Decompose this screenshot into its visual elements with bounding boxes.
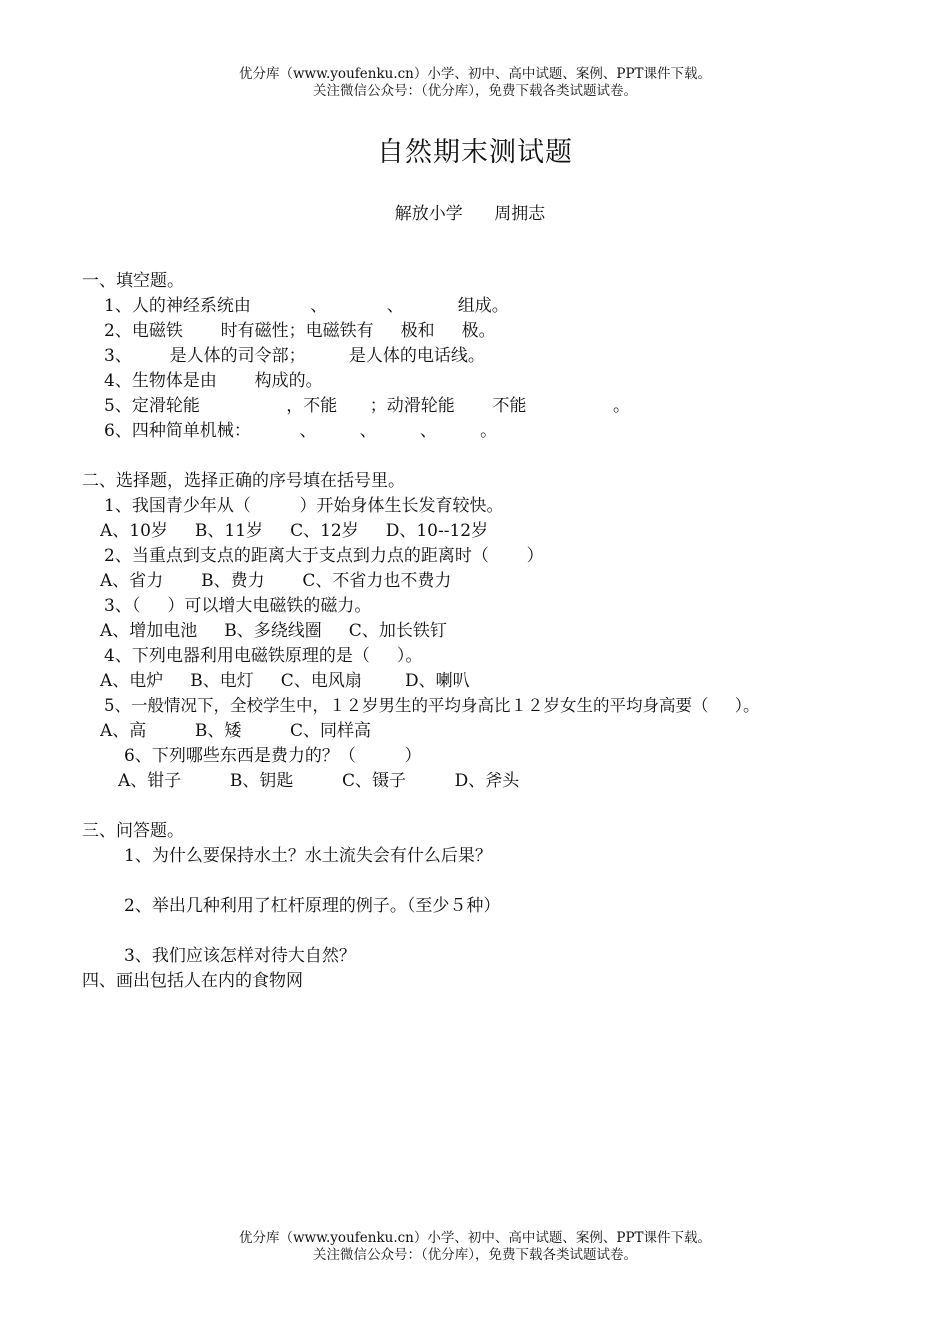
s1-question-1: 1、人的神经系统由 、 、 组成。 [104,296,509,316]
page-footer [0,1230,950,1264]
s2-question-2-options: A、省力 B、费力 C、不省力也不费力 [100,571,452,591]
s2-question-1-options: A、10岁 B、11岁 C、12岁 D、10--12岁 [100,521,489,541]
s2-question-3: 3、（ ）可以增大电磁铁的磁力。 [104,596,372,616]
s2-question-3-options: A、增加电池 B、多绕线圈 C、加长铁钉 [100,621,447,641]
section-1-heading: 一、填空题。 [82,271,184,291]
s1-question-4: 4、生物体是由 构成的。 [104,371,323,391]
s2-question-6: 6、下列哪些东西是费力的？（ ） [124,746,422,766]
s2-question-5: 5、一般情况下，全校学生中，１２岁男生的平均身高比１２岁女生的平均身高要（ ）。 [104,696,760,715]
s1-question-3: 3、 是人体的司令部； 是人体的电话线。 [104,346,485,366]
s3-question-2: 2、举出几种利用了杠杆原理的例子。（至少５种） [124,896,501,916]
header-line-2: 关注微信公众号：（优分库），免费下载各类试题试卷。 [313,83,637,99]
s2-question-4-options: A、电炉 B、电灯 C、电风扇 D、喇叭 [100,671,470,691]
footer-line-1: 优分库（www.youfenku.cn）小学、初中、高中试题、案例、PPT课件下载。 [238,1230,712,1246]
s2-question-2: 2、当重点到支点的距离大于支点到力点的距离时（ ） [104,546,544,566]
section-3-heading: 三、问答题。 [82,821,184,841]
s1-question-5: 5、定滑轮能 ，不能 ；动滑轮能 不能 。 [104,396,630,416]
author-line: 解放小学 周拥志 [394,204,546,224]
page-title: 自然期末测试题 [377,137,573,168]
s2-question-4: 4、下列电器利用电磁铁原理的是（ ）。 [104,646,423,666]
s3-question-1: 1、为什么要保持水土？水土流失会有什么后果？ [124,846,492,866]
header-line-1: 优分库（www.youfenku.cn）小学、初中、高中试题、案例、PPT课件下载。 [238,66,712,82]
section-2-heading: 二、选择题，选择正确的序号填在括号里。 [82,471,405,491]
section-4-heading: 四、画出包括人在内的食物网 [82,971,303,991]
s1-question-2: 2、电磁铁 时有磁性；电磁铁有 极和 极。 [104,321,496,341]
footer-line-2: 关注微信公众号：（优分库），免费下载各类试题试卷。 [313,1247,637,1263]
page-header [0,66,950,100]
s1-question-6: 6、四种简单机械： 、 、 、 。 [104,421,498,441]
s2-question-6-options: A、钳子 B、钥匙 C、镊子 D、斧头 [118,771,520,791]
s2-question-5-options: A、高 B、矮 C、同样高 [100,721,372,741]
s2-question-1: 1、我国青少年从（ ）开始身体生长发育较快。 [104,496,504,516]
s3-question-3: 3、我们应该怎样对待大自然？ [124,946,356,966]
